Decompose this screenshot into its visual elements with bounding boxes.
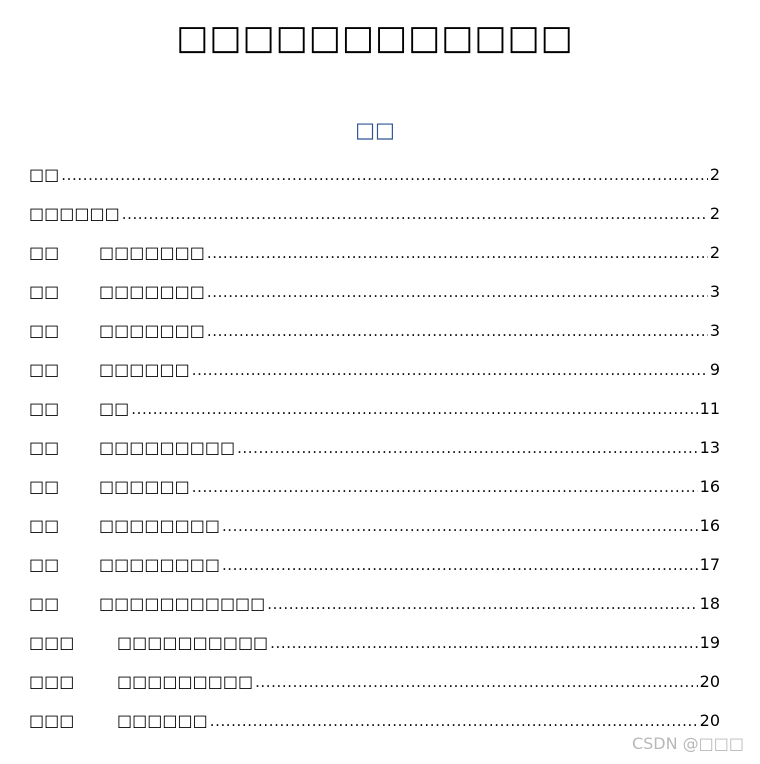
toc-entry-label: □□□□□□ [99,360,190,379]
toc-entry-page: 19 [699,633,720,652]
toc-entry-page: 18 [699,594,720,613]
toc-entry[interactable] [29,473,720,512]
toc-dot-leader [210,707,698,735]
toc-entry-label: □□□□□□□□ [99,516,220,535]
toc-entry-page: 11 [699,399,720,418]
toc-entry[interactable] [29,590,720,629]
toc-entry-number: □□ [29,555,60,574]
toc-entry[interactable] [29,512,720,551]
toc-entry-number: □□ [29,321,60,340]
toc-entry[interactable] [29,434,720,473]
toc-entry-label: □□ [29,165,60,184]
toc-entry[interactable] [29,395,720,434]
toc-entry[interactable] [29,707,720,746]
toc-entry-page: 3 [709,282,720,301]
toc-entry[interactable] [29,200,720,239]
toc-entry-page: 2 [709,165,720,184]
toc-entry-label: □□□□□□ [29,204,120,223]
toc-entry[interactable] [29,317,720,356]
toc-entry-label: □□□□□□□□□□ [117,633,269,652]
toc-entry-number: □□ [29,438,60,457]
toc-dot-leader [207,317,708,345]
toc-entry-number: □□□ [29,672,75,691]
toc-entry-page: 9 [709,360,720,379]
toc-dot-leader [192,356,708,384]
toc-heading: □□ [355,118,395,142]
toc-entry[interactable] [29,278,720,317]
toc-dot-leader [270,629,697,657]
toc-entry-number: □□ [29,594,60,613]
toc-entry-number: □□ [29,282,60,301]
toc-entry[interactable] [29,668,720,707]
toc-entry-page: 2 [709,204,720,223]
toc-entry-label: □□□□□□□□□ [117,672,254,691]
toc-entry-label: □□□□□□□□ [99,555,220,574]
toc-dot-leader [222,551,698,579]
toc-entry-number: □□□ [29,633,75,652]
toc-entry[interactable] [29,551,720,590]
toc-entry-label: □□□□□□□□□ [99,438,236,457]
toc-entry[interactable] [29,239,720,278]
toc-entry-number: □□ [29,360,60,379]
toc-entry-page: 16 [699,516,720,535]
toc-entry-label: □□□□□□□ [99,321,205,340]
toc-entry-page: 17 [699,555,720,574]
toc-dot-leader [207,239,708,267]
toc-entry-number: □□ [29,477,60,496]
toc-entry[interactable] [29,161,720,200]
toc-entry-number: □□ [29,399,60,418]
toc-entry-label: □□□□□□□ [99,243,205,262]
toc-entry-label: □□□□□□ [99,477,190,496]
csdn-watermark: CSDN @□□□ [631,734,744,753]
toc-dot-leader [122,200,708,228]
toc-dot-leader [255,668,698,696]
toc-entry-label: □□ [99,399,130,418]
toc-entry-page: 13 [699,438,720,457]
toc-dot-leader [61,161,708,189]
table-of-contents [29,161,720,746]
toc-entry[interactable] [29,356,720,395]
toc-entry-label: □□□□□□ [117,711,208,730]
toc-entry-page: 3 [709,321,720,340]
toc-entry-number: □□ [29,243,60,262]
toc-entry-number: □□ [29,516,60,535]
toc-entry[interactable] [29,629,720,668]
toc-entry-page: 2 [709,243,720,262]
document-title: □□□□□□□□□□□□ [176,18,574,58]
toc-dot-leader [131,395,697,423]
toc-entry-page: 20 [699,672,720,691]
toc-dot-leader [222,512,698,540]
toc-dot-leader [207,278,708,306]
toc-entry-label: □□□□□□□ [99,282,205,301]
toc-dot-leader [192,473,698,501]
toc-entry-number: □□□ [29,711,75,730]
toc-entry-page: 16 [699,477,720,496]
toc-entry-page: 20 [699,711,720,730]
toc-dot-leader [237,434,698,462]
toc-entry-label: □□□□□□□□□□□ [99,594,266,613]
toc-dot-leader [267,590,697,618]
